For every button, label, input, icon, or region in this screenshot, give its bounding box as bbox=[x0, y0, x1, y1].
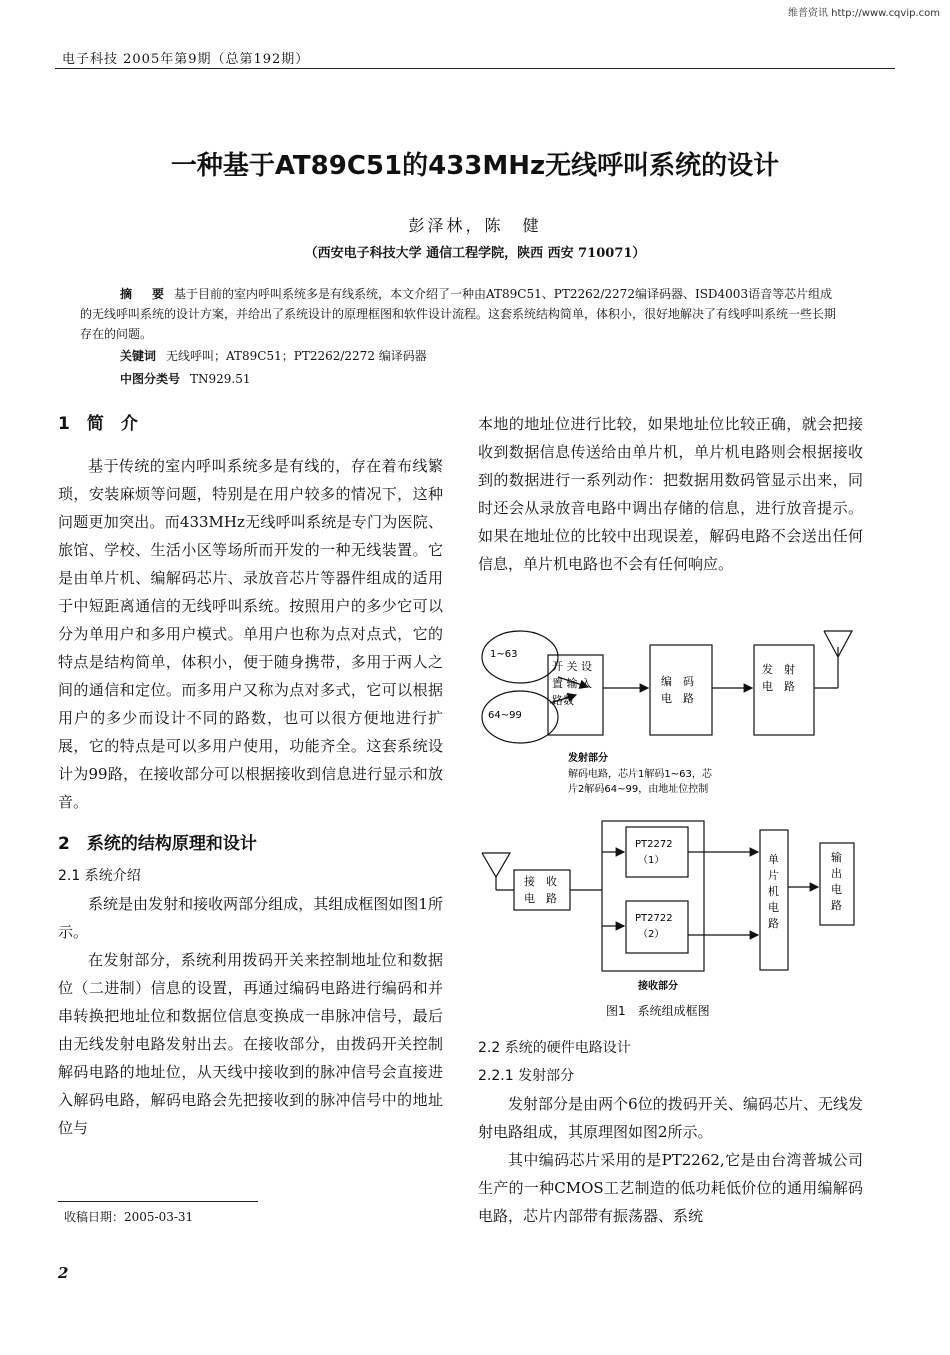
watermark: 维普资讯 http://www.cqvip.com bbox=[787, 8, 940, 19]
rx-chip-1-line-1: PT2272 bbox=[635, 839, 673, 850]
section-2-2-1-paragraph-2: 其中编码芯片采用的是PT2262,它是由台湾普城公司生产的一种CMOS工艺制造的低功耗低价位的通用编解码电路，芯片内部带有振荡器、系统 bbox=[478, 1151, 863, 1225]
section-2-heading: 2 系统的结构原理和设计 bbox=[58, 834, 257, 854]
decoder-chip-1-box bbox=[626, 827, 688, 877]
tx-note-line-2: 片2解码64~99，由地址位控制 bbox=[568, 784, 709, 795]
article-authors: 彭泽林，陈 健 bbox=[408, 216, 542, 235]
section-2-2-1-paragraph-1: 发射部分是由两个6位的拨码开关、编码芯片、无线发射电路组成，其原理图如图2所示。 bbox=[478, 1095, 863, 1141]
rx-mcu-char-4: 电 bbox=[768, 901, 779, 914]
tx-switch-line-2: 置 输 入 bbox=[552, 677, 592, 690]
figure-1-diagram bbox=[478, 615, 878, 1025]
continued-paragraph: 本地的地址位进行比较，如果地址位比较正确，就会把接收到数据信息传送给由单片机，单片机电路则会根据接收到的数据进行一系列动作：把数据用数码管显示出来，同时还会从录放音电路中调出存储的信息，进行放音提示。如果在地址位的比较中出现误差，解码电路不会送出任何信息，单片机电路也不会有任何响应。 bbox=[478, 415, 863, 573]
tx-note-line-1: 解码电路，芯片1解码1~63，芯 bbox=[568, 769, 712, 780]
receive-antenna-icon bbox=[482, 853, 510, 877]
article-affiliation: （西安电子科技大学 通信工程学院，陕西 西安 710071） bbox=[304, 246, 646, 261]
section-2-1-paragraph-2: 在发射部分，系统利用拨码开关来控制地址位和数据位（二进制）信息的设置，再通过编码电路进行编码和并串转换把地址位和数据位信息变换成一串脉冲信号，最后由无线发射电路发射出去。在接收部分，由拨码开关控制解码电路的地址位，从天线中接收到的脉冲信号会直接进入解码电路，解码电路会先把接收到的脉冲信号中的地址位与 bbox=[58, 951, 443, 1137]
article-title: 一种基于AT89C51的433MHz无线呼叫系统的设计 bbox=[170, 151, 780, 181]
rx-chip-2-line-1: PT2722 bbox=[635, 913, 673, 924]
abstract-text: 基于目前的室内呼叫系统多是有线系统，本文介绍了一种由AT89C51、PT2262/2272编译码器、ISD4003语音等芯片组成的无线呼叫系统的设计方案，并给出了系统设计的原理框图和软件设计流程。这套系统结构简单，体积小，很好地解决了有线呼叫系统一些长期存在的问题。 bbox=[80, 287, 837, 341]
right-column-bottom bbox=[478, 1034, 863, 1230]
decoder-chip-2-box bbox=[626, 901, 688, 953]
section-1-paragraph: 基于传统的室内呼叫系统多是有线的，存在着布线繁琐，安装麻烦等问题，特别是在用户较多的情况下，这种问题更加突出。而433MHz无线呼叫系统是专门为医院、旅馆、学校、生活小区等场所而开发的一种无线装置。它是由单片机、编解码芯片、录放音芯片等器件组成的适用于中短距离通信的无线呼叫系统。按照用户的多少它可以分为单用户和多用户模式。单用户也称为点对点式，它的特点是结构简单，体积小，便于随身携带，多用于两人之间的通信和定位。而多用户又称为点对多式，它可以根据用户的多少而设计不同的路数，也可以很方便地进行扩展，它的特点是可以多用户使用，功能齐全。这套系统设计为99路，在接收部分可以根据接收到信息进行显示和放音。 bbox=[58, 457, 443, 811]
rx-mcu-char-3: 机 bbox=[768, 885, 779, 898]
tx-switch-line-1: 开 关 设 bbox=[552, 660, 592, 673]
section-2-1-paragraph-1: 系统是由发射和接收两部分组成，其组成框图如图1所示。 bbox=[58, 895, 443, 941]
section-2-2-1-heading: 2.2.1 发射部分 bbox=[478, 1068, 575, 1084]
figure-caption: 图1 系统组成框图 bbox=[606, 1004, 710, 1018]
keywords bbox=[120, 347, 427, 364]
keywords-label: 关键词 bbox=[120, 349, 157, 363]
section-2-2-heading: 2.2 系统的硬件电路设计 bbox=[478, 1040, 631, 1056]
rx-receiver-line-2: 电 路 bbox=[524, 892, 557, 905]
rx-mcu-char-2: 片 bbox=[768, 869, 779, 882]
section-2-1-heading: 2.1 系统介绍 bbox=[58, 868, 141, 884]
journal-header: 电子科技 2005年第9期（总第192期） bbox=[62, 52, 310, 67]
header-rule bbox=[55, 68, 895, 69]
clc-label: 中图分类号 bbox=[120, 372, 181, 386]
tx-caption: 发射部分 bbox=[568, 753, 608, 764]
rx-receiver-line-1: 接 收 bbox=[524, 875, 557, 888]
rx-mcu-char-5: 路 bbox=[768, 917, 779, 930]
rx-chip-2-line-2: （2） bbox=[638, 929, 665, 940]
rx-chip-1-line-2: （1） bbox=[638, 855, 665, 866]
encoder-box bbox=[650, 645, 712, 735]
rx-caption: 接收部分 bbox=[638, 981, 678, 992]
clc-text: TN929.51 bbox=[190, 372, 251, 386]
right-column-top bbox=[478, 410, 863, 578]
rx-mcu-char-1: 单 bbox=[768, 853, 779, 866]
rx-output-char-2: 出 bbox=[831, 867, 842, 880]
abstract bbox=[80, 284, 840, 344]
page-number: 2 bbox=[58, 1264, 69, 1282]
footnote-rule bbox=[58, 1201, 258, 1202]
tx-encoder-line-2: 电 路 bbox=[661, 692, 694, 705]
tx-input-2: 64~99 bbox=[488, 710, 522, 721]
mcu-box bbox=[760, 830, 788, 970]
tx-transmitter-line-2: 电 路 bbox=[762, 680, 795, 693]
tx-input-1: 1~63 bbox=[490, 649, 518, 660]
classification bbox=[120, 370, 251, 387]
keywords-text: 无线呼叫；AT89C51；PT2262/2272 编译码器 bbox=[166, 349, 427, 363]
section-1-heading: 1 简 介 bbox=[58, 414, 138, 434]
left-column bbox=[58, 410, 443, 1142]
received-date: 收稿日期：2005-03-31 bbox=[64, 1210, 194, 1224]
tx-switch-line-3: 路数 bbox=[552, 694, 574, 707]
rx-output-char-1: 输 bbox=[831, 851, 842, 864]
rx-output-char-3: 电 bbox=[831, 883, 842, 896]
tx-encoder-line-1: 编 码 bbox=[661, 675, 694, 688]
abstract-label: 摘 要 bbox=[120, 287, 169, 301]
rx-output-char-4: 路 bbox=[831, 899, 842, 912]
tx-transmitter-line-1: 发 射 bbox=[762, 663, 795, 676]
